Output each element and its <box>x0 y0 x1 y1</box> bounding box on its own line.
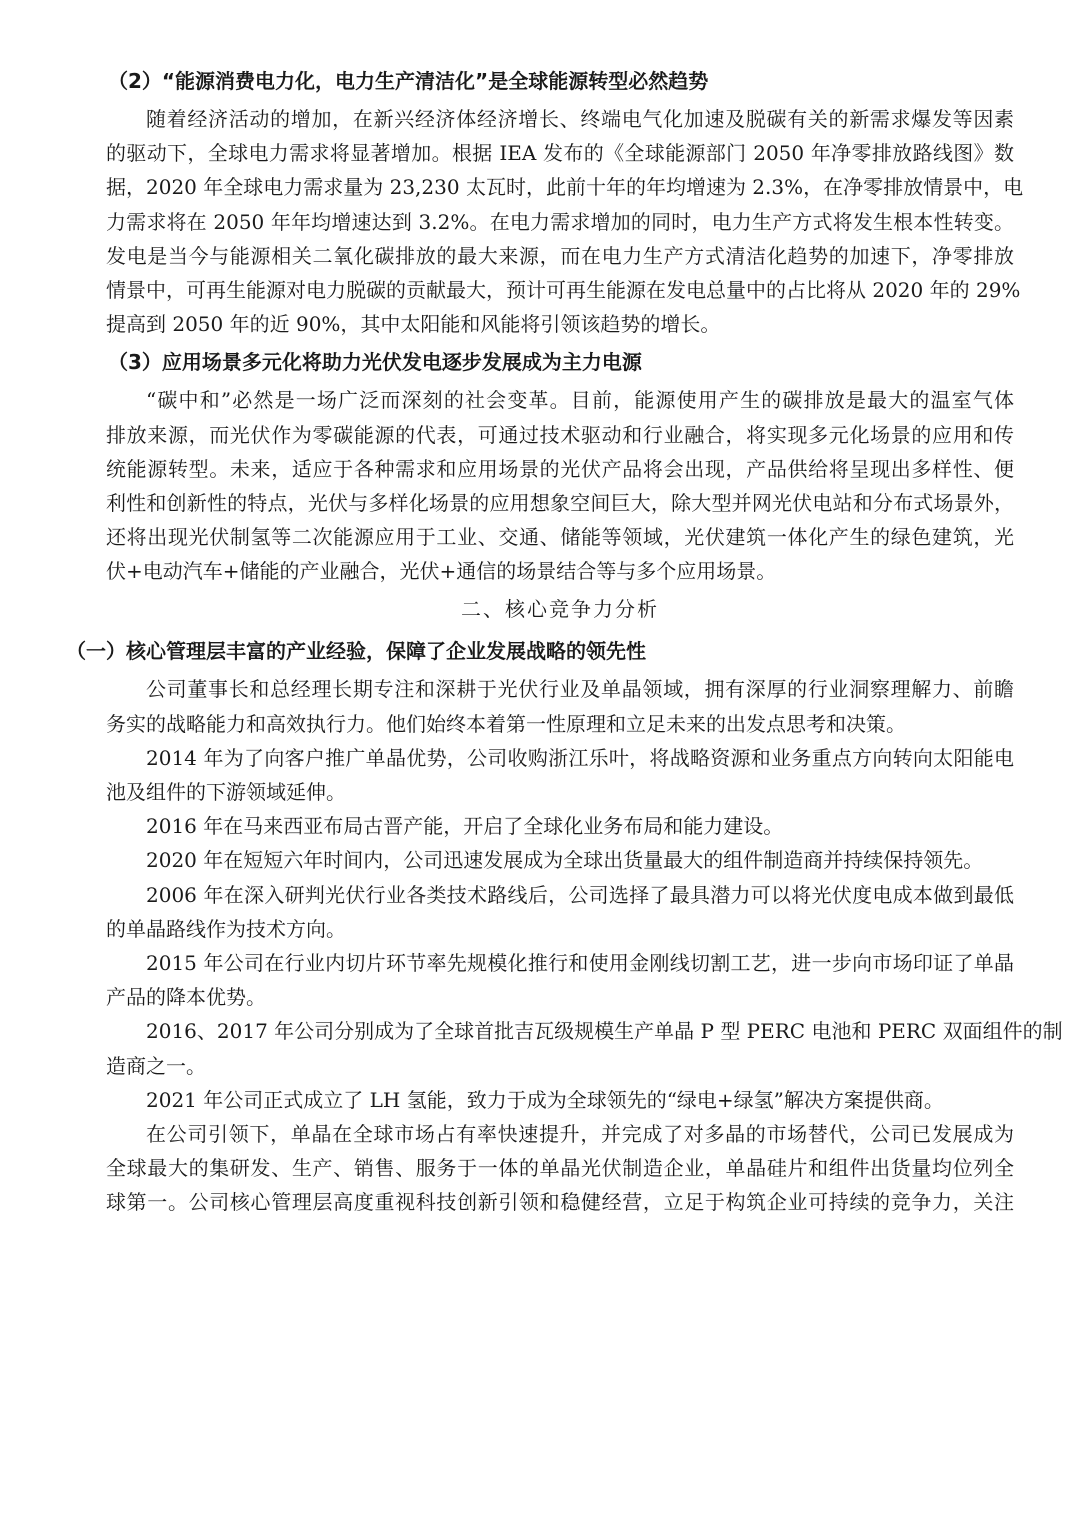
text-line: 池及组件的下游领域延伸。 <box>106 780 346 804</box>
text-line: 公司董事长和总经理长期专注和深耕于光伏行业及单晶领域，拥有深厚的行业洞察理解力、前瞻 <box>146 677 1014 702</box>
text-line: 产品的降本优势。 <box>106 985 266 1010</box>
paragraph-2006 <box>66 878 1014 946</box>
paragraph-market-leadership <box>66 1117 1014 1220</box>
text-line: 2014 年为了向客户推广单晶优势，公司收购浙江乐叶，将战略资源和业务重点方向转向太阳能电 <box>146 745 1014 770</box>
text-line: 2021 年公司正式成立了 LH 氢能，致力于成为全球领先的“绿电+绿氢”解决方案提供商。 <box>146 1087 944 1112</box>
text-line: 2016、2017 年公司分别成为了全球首批吉瓦级规模生产单晶 P 型 PERC 电池和 PERC 双面组件的制 <box>146 1019 1063 1044</box>
text-line: 全球最大的集研发、生产、销售、服务于一体的单晶光伏制造企业，单晶硅片和组件出货量均位列全 <box>106 1156 1014 1181</box>
text-line: 2020 年在短短六年时间内，公司迅速发展成为全球出货量最大的组件制造商并持续保持领先。 <box>146 848 984 873</box>
text-line: 的驱动下，全球电力需求将显著增加。根据 IEA 发布的《全球能源部门 2050 年净零排放路线图》数 <box>106 141 1014 166</box>
paragraph-2014 <box>66 741 1014 809</box>
text-line: 利性和创新性的特点，光伏与多样化场景的应用想象空间巨大，除大型并网光伏电站和分布式场景外， <box>106 490 1014 515</box>
paragraph-2015 <box>66 946 1014 1014</box>
heading-management-experience: （一）核心管理层丰富的产业经验，保障了企业发展战略的领先性 <box>66 639 646 664</box>
text-line: 力需求将在 2050 年年均增速达到 3.2%。在电力需求增加的同时，电力生产方式将发生根本性转变。 <box>106 209 1014 234</box>
text-line: “碳中和”必然是一场广泛而深刻的社会变革。目前，能源使用产生的碳排放是最大的温室气体 <box>146 388 1014 413</box>
text-line: 在公司引领下，单晶在全球市场占有率快速提升，并完成了对多晶的市场替代，公司已发展成为 <box>146 1121 1014 1146</box>
text-line: 的单晶路线作为技术方向。 <box>106 916 346 941</box>
paragraph-2016-2017 <box>66 1014 1063 1082</box>
text-line: 情景中，可再生能源对电力脱碳的贡献最大，预计可再生能源在发电总量中的占比将从 2020 年的 29% <box>106 277 1021 302</box>
text-line: 据，2020 年全球电力需求量为 23,230 太瓦时，此前十年的年均增速为 2.3%，在净零排放情景中，电 <box>106 175 1024 200</box>
paragraph-carbon-neutral <box>66 383 1014 588</box>
text-line: 务实的战略能力和高效执行力。他们始终本着第一性原理和立足未来的出发点思考和决策。 <box>106 711 906 736</box>
text-line: 提高到 2050 年的近 90%，其中太阳能和风能将引领该趋势的增长。 <box>106 312 721 337</box>
paragraph-leadership <box>66 672 1014 740</box>
text-line: 2006 年在深入研判光伏行业各类技术路线后，公司选择了最具潜力可以将光伏度电成本做到最低 <box>146 882 1014 907</box>
text-line: 排放来源，而光伏作为零碳能源的代表，可通过技术驱动和行业融合，将实现多元化场景的应用和传 <box>106 422 1014 447</box>
heading-energy-transition: （2）“能源消费电力化，电力生产清洁化”是全球能源转型必然趋势 <box>108 69 709 93</box>
text-line: 2015 年公司在行业内切片环节率先规模化推行和使用金刚线切割工艺，进一步向市场印证了单晶 <box>146 950 1014 975</box>
paragraph-2020 <box>66 843 1014 877</box>
document-page <box>66 60 1063 1219</box>
section-title-core-competitiveness: 二、核心竞争力分析 <box>461 597 659 622</box>
text-line: 伏+电动汽车+储能的产业融合，光伏+通信的场景结合等与多个应用场景。 <box>106 559 777 584</box>
text-line: 球第一。公司核心管理层高度重视科技创新引领和稳健经营，立足于构筑企业可持续的竞争力，关注 <box>106 1190 1014 1215</box>
paragraph-2016 <box>66 809 1014 843</box>
paragraph-electricity-demand <box>66 102 1024 341</box>
heading-application-scenarios: （3）应用场景多元化将助力光伏发电逐步发展成为主力电源 <box>108 350 642 375</box>
text-line: 随着经济活动的增加，在新兴经济体经济增长、终端电气化加速及脱碳有关的新需求爆发等因素 <box>146 107 1014 131</box>
text-line: 统能源转型。未来，适应于各种需求和应用场景的光伏产品将会出现，产品供给将呈现出多样性、便 <box>106 456 1014 481</box>
text-line: 2016 年在马来西亚布局古晋产能，开启了全球化业务布局和能力建设。 <box>146 814 784 839</box>
text-line: 造商之一。 <box>106 1053 206 1078</box>
text-line: 发电是当今与能源相关二氧化碳排放的最大来源，而在电力生产方式清洁化趋势的加速下，净零排放 <box>106 243 1014 268</box>
paragraph-2021 <box>66 1083 1014 1117</box>
text-line: 还将出现光伏制氢等二次能源应用于工业、交通、储能等领域，光伏建筑一体化产生的绿色建筑，光 <box>106 525 1014 550</box>
